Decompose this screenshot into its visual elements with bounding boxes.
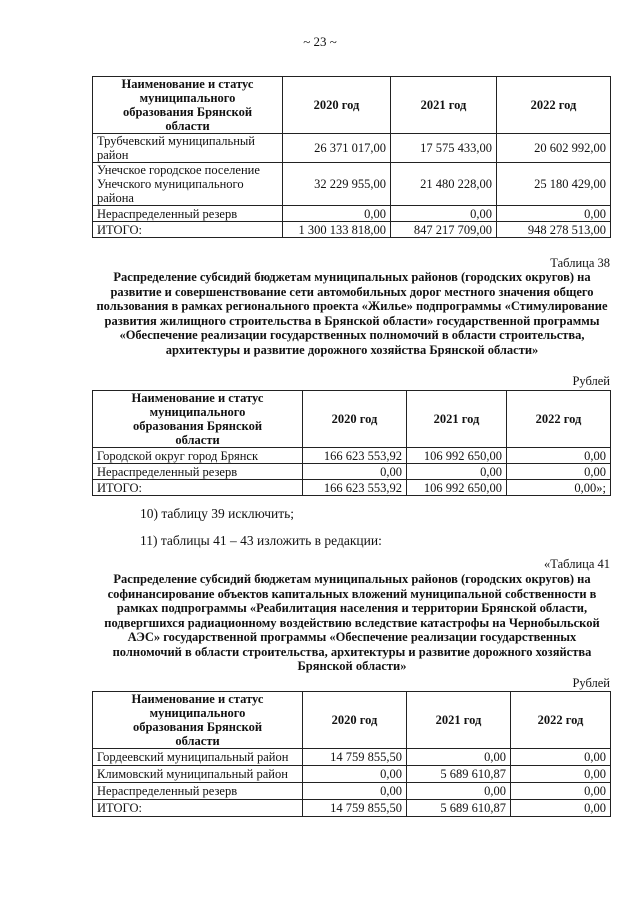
header-2022: 2022 год (497, 77, 611, 134)
header-2022: 2022 год (511, 692, 611, 749)
table-continued (92, 76, 611, 238)
table-row-total: ИТОГО: 1 300 133 818,00 847 217 709,00 948 278 513,00 (93, 222, 611, 238)
header-2020: 2020 год (303, 391, 407, 448)
table-row-total: ИТОГО: 14 759 855,50 5 689 610,87 0,00 (93, 800, 611, 817)
table41-units: Рублей (572, 676, 610, 690)
header-name: Наименование и статус муниципального образования Брянской области (93, 77, 283, 134)
table-row: Трубчевский муниципальный район 26 371 017,00 17 575 433,00 20 602 992,00 (93, 134, 611, 163)
table-row: Нераспределенный резерв 0,00 0,00 0,00 (93, 783, 611, 800)
header-2021: 2021 год (407, 692, 511, 749)
table38-title: Распределение субсидий бюджетам муниципальных районов (городских округов) на развитие и совершенствование сети автомобильных дорог местного значения общего пользования в рамках регионального проекта «Жилье» подпрограммы «Стимулирование развития жилищного строительства в Брянской области» государственной программы «Обеспечение реализации государственных полномочий в области строительства, архитектуры и развитие дорожного хозяйства Брянской области» (96, 270, 608, 357)
table38-units: Рублей (572, 374, 610, 388)
header-name: Наименование и статус муниципального образования Брянской области (93, 391, 303, 448)
table41-label: «Таблица 41 (544, 557, 610, 571)
header-2021: 2021 год (391, 77, 497, 134)
table-row: Гордеевский муниципальный район 14 759 855,50 0,00 0,00 (93, 749, 611, 766)
table-row: Нераспределенный резерв 0,00 0,00 0,00 (93, 206, 611, 222)
table-41 (92, 691, 611, 817)
table41-title: Распределение субсидий бюджетам муниципальных районов (городских округов) на софинансирование объектов капитальных вложений муниципальной собственности в рамках подпрограммы «Реабилитация населения и территории Брянской области, подвергшихся радиационному воздействию вследствие катастрофы на Чернобыльской АЭС» государственной программы «Обеспечение реализации государственных полномочий в области строительства, архитектуры и развитие дорожного хозяйства Брянской области» (104, 572, 600, 673)
page-number: ~ 23 ~ (303, 34, 337, 49)
table-row: Унечское городское поселение Унечского муниципального района 32 229 955,00 21 480 228,00 25 180 429,00 (93, 163, 611, 206)
paragraph-10: 10) таблицу 39 исключить; (140, 506, 295, 521)
table-38 (92, 390, 611, 496)
header-2020: 2020 год (303, 692, 407, 749)
table-row: Климовский муниципальный район 0,00 5 689 610,87 0,00 (93, 766, 611, 783)
table-row: Городской округ город Брянск 166 623 553,92 106 992 650,00 0,00 (93, 448, 611, 464)
table-row-total: ИТОГО: 166 623 553,92 106 992 650,00 0,00»; (93, 480, 611, 496)
header-2020: 2020 год (283, 77, 391, 134)
table-row: Нераспределенный резерв 0,00 0,00 0,00 (93, 464, 611, 480)
table38-label: Таблица 38 (550, 256, 610, 270)
header-name: Наименование и статус муниципального образования Брянской области (93, 692, 303, 749)
header-2021: 2021 год (407, 391, 507, 448)
paragraph-11: 11) таблицы 41 – 43 изложить в редакции: (140, 533, 382, 548)
header-2022: 2022 год (507, 391, 611, 448)
